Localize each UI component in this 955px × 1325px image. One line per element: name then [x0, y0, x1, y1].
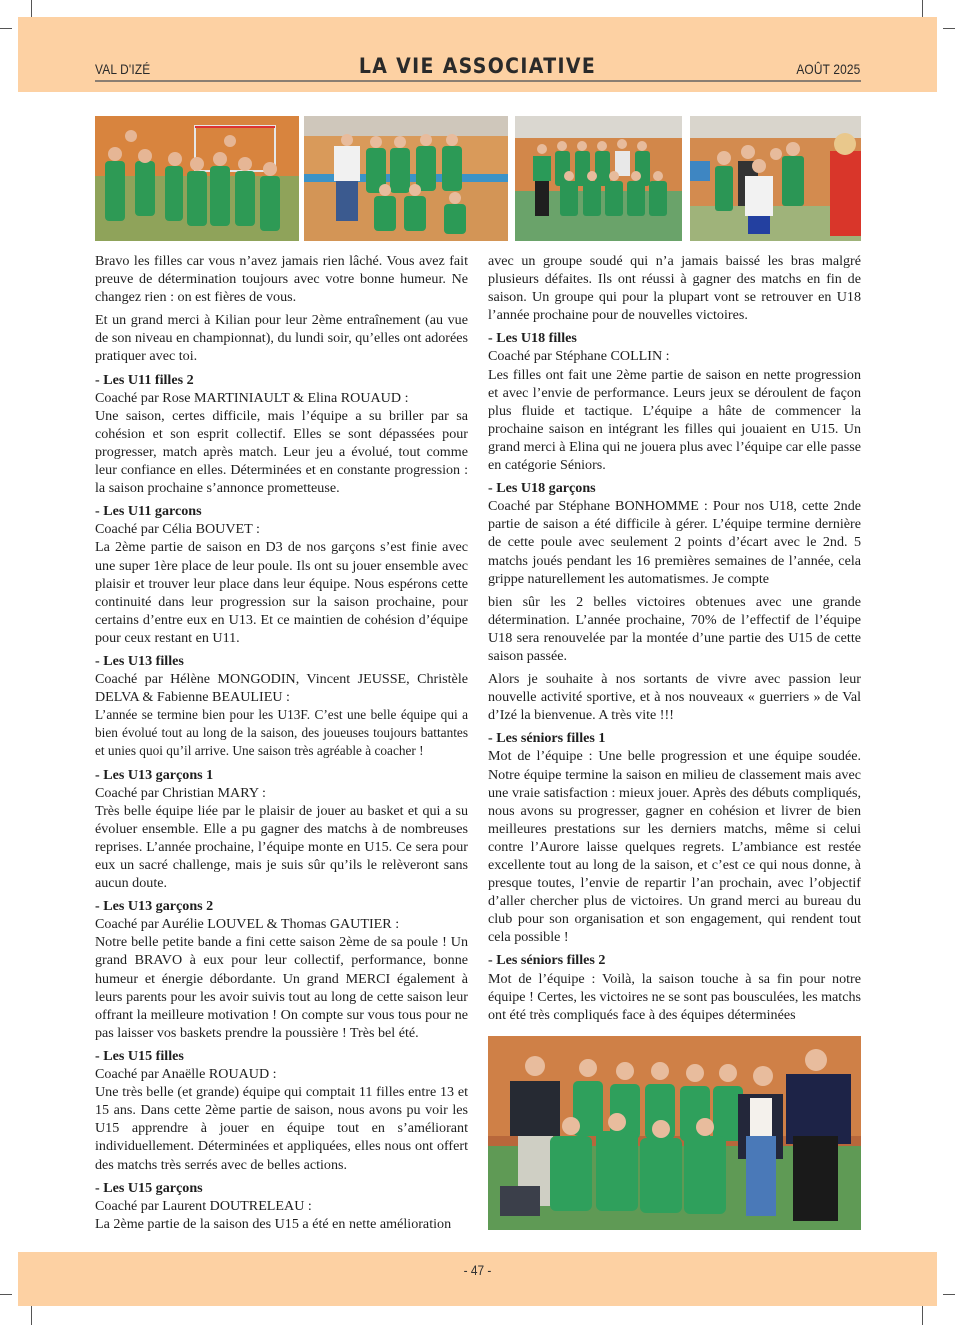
section-body: Une saison, certes difficile, mais l’équipe a su briller par sa cohésion et son esprit collectif. Elles se sont dépassées pour progresser, match après match. Leur jeu a évolué, tout comme leur confiance en elles. Déterminées et en constante progression : la saison prochaine s’annonce prometteuse. — [95, 407, 468, 497]
section-body: bien sûr les 2 belles victoires obtenues avec une grande détermination. L’année prochaine, 70% de l’effectif de l’équipe U18 sera renouvelée par la montée d’une partie des U15 de cette saison passée. — [488, 593, 861, 664]
page-number: - 47 - — [463, 1262, 492, 1278]
paragraph-continuation: avec un groupe soudé qui n’a jamais baissé les bras malgré plusieurs défaites. Ils ont réussi à gagner des matchs en fin de saison. Un groupe qui pour la plupart vont se retrouver en U18 l’année prochaine pour de nouvelles victoires. — [488, 253, 861, 324]
section-body: Mot de l’équipe : Une belle progression et une équipe soudée. Notre équipe termine la saison en milieu de classement mais avec une vraie satisfaction : mieux jouer. Après des débuts compliqués, nous avons su progresser, gagner en cohésion et livrer de bien meilleures prestations sur les derniers matchs, même si celui contre l’Aurore laisse quelques regrets. L’ambiance est restée excellente tout au long de la saison, et c’est ce qui nous donne, à presque toutes, l’envie de repartir l’an prochain, avec l’objectif d’aller chercher plus de victoires. Un grand merci au bureau du club pour son organisation et son engagement, qui rendent tout cela possible ! — [488, 748, 861, 946]
photo-u15-filles-team — [304, 116, 508, 241]
photo-u11-garcons-team — [95, 116, 299, 241]
section-body: La 2ème partie de la saison des U15 a été en nette amélioration — [95, 1215, 452, 1232]
crop-mark — [0, 1294, 12, 1295]
section-coach: Coaché par Christian MARY : — [95, 784, 266, 801]
section-body: Mot de l’équipe : Voilà, la saison touche à sa fin pour notre équipe ! Certes, les victoires ne se sont pas bousculées, les matchs ont été très compliqués face à des équipes déterminées — [488, 970, 861, 1023]
section-coach: Coaché par Stéphane BONHOMME : Pour nos U18, cette 2nde partie de saison a été difficile à gérer. L’équipe termine dernière de cette poule avec seulement 2 points d’écart avec le 2nd. 5 matchs joués pendant les 16 premières semaines de l’année, cela grippe naturellement les automatismes. Je compte — [488, 498, 861, 587]
header-town: VAL D'IZÉ — [95, 61, 151, 77]
crop-mark — [922, 0, 923, 17]
section-u11-garcons — [95, 502, 468, 647]
crop-mark — [943, 28, 955, 29]
section-heading: - Les U13 filles — [95, 652, 184, 669]
section-body-2: Alors je souhaite à nos sortants de vivre avec passion leur nouvelle activité sportive, et à nos nouveaux « guerriers » de Val d’Izé la bienvenue. A très vite !!! — [488, 671, 861, 724]
section-body: L’année se termine bien pour les U13F. C’est une belle équipe qui a bien évolué tout au long de la saison, des joueuses toujours battantes et unies quoi qu’il arrive. Une saison très agréable à coacher ! — [95, 707, 468, 759]
section-u13-garcons-2 — [95, 897, 468, 1042]
header-divider — [95, 80, 861, 82]
section-u18-filles — [488, 329, 861, 474]
section-heading: - Les U13 garçons 2 — [95, 898, 214, 915]
section-heading: - Les U18 filles — [488, 330, 577, 347]
section-coach: Coaché par Laurent DOUTRELEAU : — [95, 1197, 312, 1214]
section-coach: Coaché par Rose MARTINIAULT & Elina ROUAUD : — [95, 389, 409, 406]
section-heading: - Les U15 garçons — [95, 1179, 203, 1196]
section-u15-garcons — [95, 1179, 468, 1233]
crop-mark — [0, 28, 12, 29]
section-coach: Coaché par Aurélie LOUVEL & Thomas GAUTIER : — [95, 916, 400, 933]
paragraph-intro-1: Bravo les filles car vous n’avez jamais rien lâché. Vous avez fait preuve de détermination toujours avec votre bonne humeur. Ne changez rien : on est fières de vous. — [95, 253, 468, 306]
section-heading: - Les séniors filles 2 — [488, 952, 606, 969]
photo-seniors-filles-team — [488, 1036, 861, 1230]
section-coach: Coaché par Stéphane COLLIN : — [488, 348, 670, 365]
section-body: La 2ème partie de saison en D3 de nos garçons s’est finie avec une super 1ère place de leur poule. Ils ont su jouer ensemble avec plaisir et trouver leur place dans leur équipe. Nous espérons cette continuité dans leur progression sur la saison prochaine, pour certains d’entre eux en U13. Et ce maintien de cohésion d’équipe pour ceux restant en U11. — [95, 539, 468, 646]
section-body: Notre belle petite bande a fini cette saison 2ème de sa poule ! Un grand BRAVO à eux pour leur collectif, performance, bonne humeur et énergie débordante. Un grand MERCI également à leurs parents pour les avoir suivis tout au long de cette saison leur offrant la meilleure motivation ! On compte sur vous tous pour ne pas laisser vos baskets prendre la poussière ! Très bel été. — [95, 934, 468, 1041]
section-u13-filles — [95, 652, 468, 761]
article-column-left — [95, 252, 468, 1238]
section-body: Les filles ont fait une 2ème partie de saison en nette progression et avec l’envie de performance. Leurs jeux se déroulent de façon plus fluide et tactique. L’équipe a hâte de commencer la prochaine saison en intégrant les filles qui jouaient en U15. Un grand merci à Elina qui ne jouera plus avec l’équipe car elle passe en catégorie Séniors. — [488, 366, 861, 474]
crop-mark — [943, 1294, 955, 1295]
crop-mark — [922, 1306, 923, 1325]
section-heading: - Les U15 filles — [95, 1047, 184, 1064]
section-seniors-filles-2 — [488, 951, 861, 1023]
section-u18-garcons — [488, 479, 861, 724]
section-seniors-filles-1 — [488, 729, 861, 946]
section-coach: Coaché par Hélène MONGODIN, Vincent JEUSSE, Christèle DELVA & Fabienne BEAULIEU : — [95, 671, 468, 706]
crop-mark — [31, 0, 32, 17]
section-heading: - Les U11 filles 2 — [95, 371, 194, 388]
section-heading: - Les séniors filles 1 — [488, 730, 606, 747]
section-heading: - Les U11 garcons — [95, 503, 202, 520]
photo-u13-garcons-team — [690, 116, 861, 241]
header-date: AOÛT 2025 — [795, 61, 860, 77]
section-u15-filles — [95, 1047, 468, 1174]
paragraph-intro-2: Et un grand merci à Kilian pour leur 2ème entraînement (au vue de son niveau en championnat), du lundi soir, qu’elles ont adorées pratiquer avec toi. — [95, 312, 468, 365]
section-u13-garcons-1 — [95, 766, 468, 893]
crop-mark — [31, 1306, 32, 1325]
section-coach: Coaché par Célia BOUVET : — [95, 521, 260, 538]
photo-u13-filles-team — [515, 116, 682, 241]
section-coach: Coaché par Anaëlle ROUAUD : — [95, 1066, 277, 1083]
section-u11-filles-2 — [95, 371, 468, 498]
section-heading: - Les U13 garçons 1 — [95, 766, 214, 783]
article-column-right — [488, 252, 861, 1029]
section-heading: - Les U18 garçons — [488, 480, 596, 497]
section-body: Une très belle (et grande) équipe qui comptait 11 filles entre 13 et 15 ans. Dans cette 2ème partie de saison, nous avons pu voir les U15 apprendre à jouer en équipe tout en s’améliorant individuellement. Déterminées et appliquées, elles nous ont offert des matchs très serrés avec de belles actions. — [95, 1084, 468, 1173]
section-body: Très belle équipe liée par le plaisir de jouer au basket et qui a su évoluer ensemble. Elle a pu gagner des matchs à de nombreuses reprises. L’année prochaine, l’équipe monte en U15. Ce sera pour eux un sacré challenge, mais je suis sûr qu’ils le relèveront sans aucun doute. — [95, 802, 468, 892]
page-title: LA VIE ASSOCIATIVE — [358, 54, 597, 78]
footer-band — [18, 1252, 937, 1306]
